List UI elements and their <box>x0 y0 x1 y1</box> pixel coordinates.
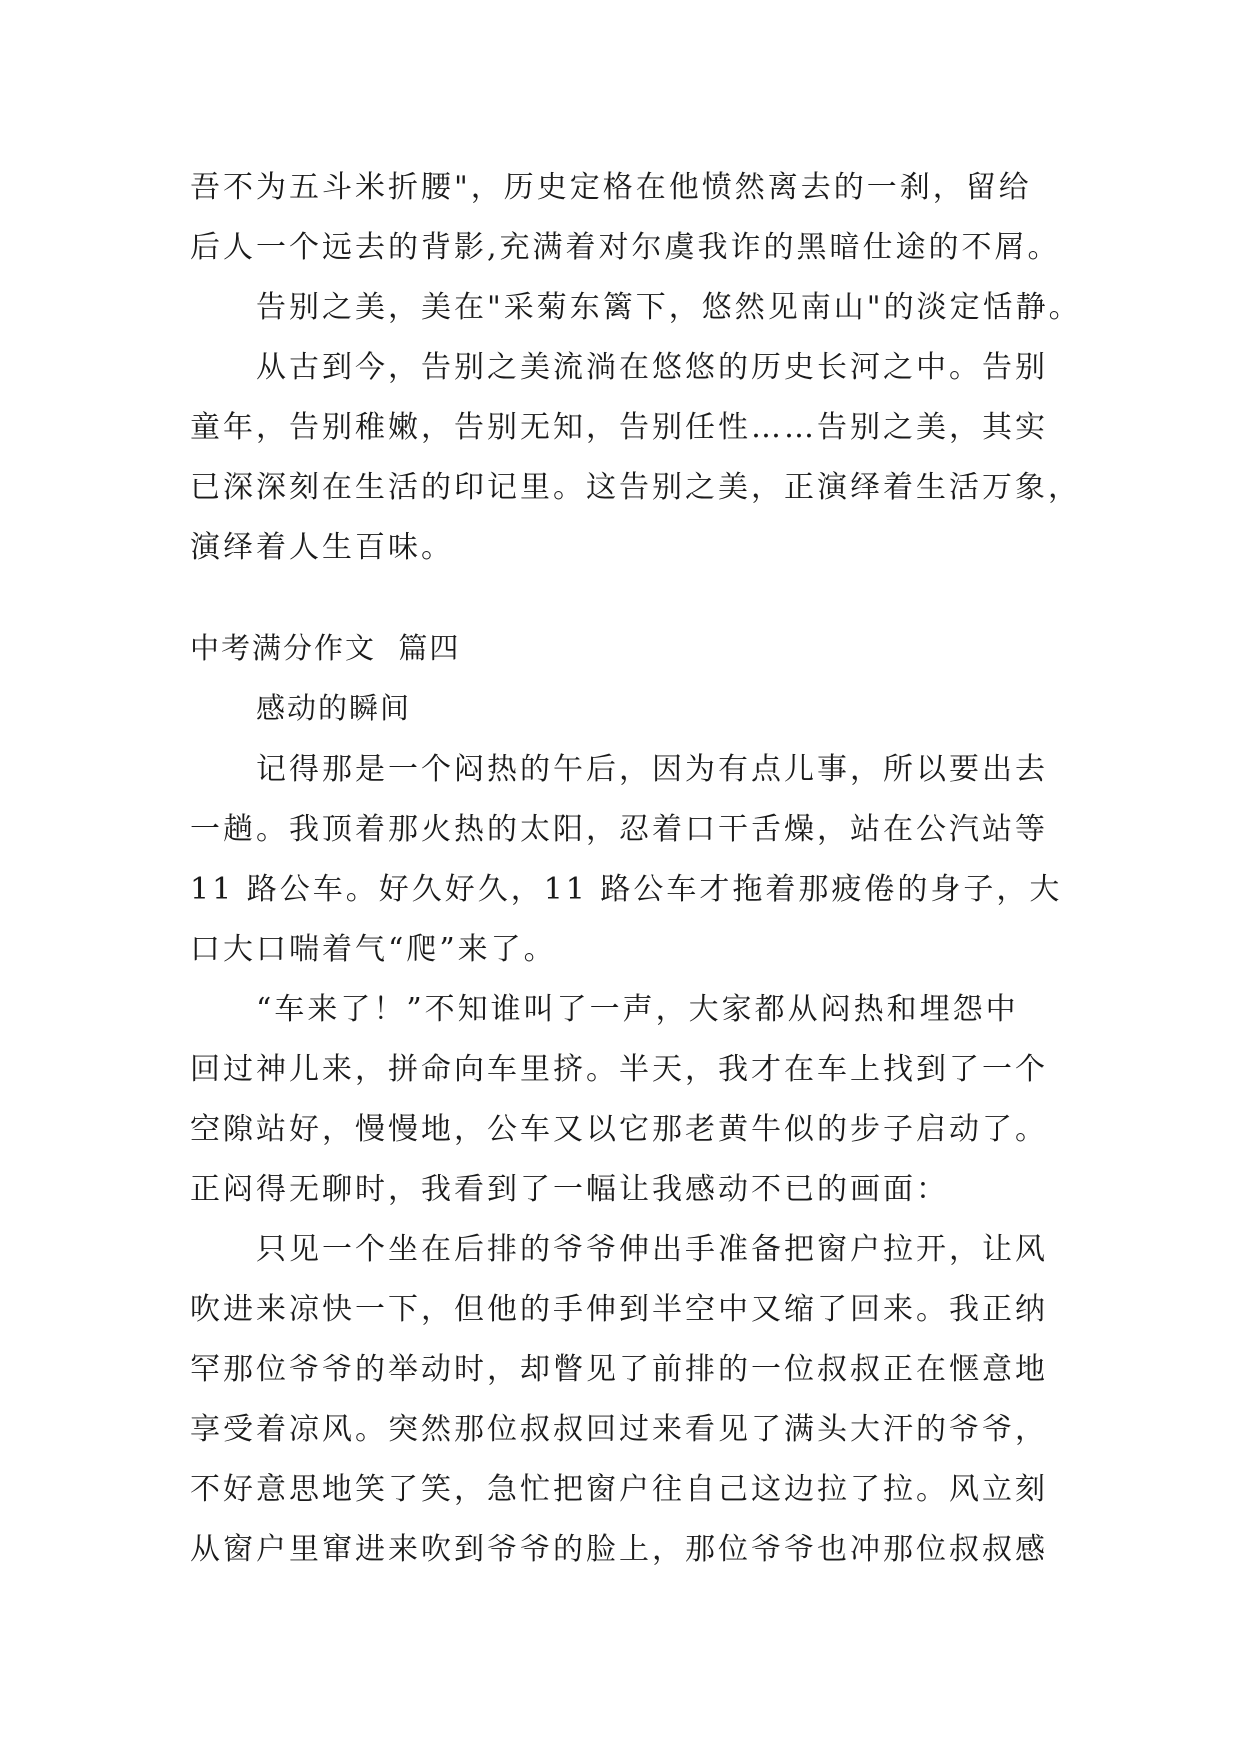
previous-essay-body <box>190 158 1082 578</box>
paragraph-line: 记得那是一个闷热的午后，因为有点儿事，所以要出去 <box>256 752 1048 787</box>
paragraph-line: 后人一个远去的背影,充满着对尔虞我诈的黑暗仕途的不屑。 <box>190 230 1061 265</box>
paragraph-line: 吾不为五斗米折腰"，历史定格在他愤然离去的一刹，留给 <box>190 170 1032 205</box>
paragraph-line: 11 路公车。好久好久，11 路公车才拖着那疲倦的身子，大 <box>190 872 1063 907</box>
paragraph-line: 不好意思地笑了笑，急忙把窗户往自己这边拉了拉。风立刻 <box>190 1472 1048 1507</box>
paragraph-line: 演绎着人生百味。 <box>190 530 454 565</box>
paragraph-line: “车来了！”不知谁叫了一声，大家都从闷热和埋怨中 <box>256 992 1019 1027</box>
section-heading: 中考满分作文 篇四 <box>190 631 461 665</box>
paragraph-line: 空隙站好，慢慢地，公车又以它那老黄牛似的步子启动了。 <box>190 1112 1048 1147</box>
paragraph-line: 口大口喘着气“爬”来了。 <box>190 932 557 967</box>
paragraph-line: 回过神儿来，拼命向车里挤。半天，我才在车上找到了一个 <box>190 1052 1048 1087</box>
paragraph-line: 从窗户里窜进来吹到爷爷的脸上，那位爷爷也冲那位叔叔感 <box>190 1532 1048 1567</box>
paragraph-line: 童年，告别稚嫩，告别无知，告别任性……告别之美，其实 <box>190 410 1048 445</box>
paragraph-line: 正闷得无聊时，我看到了一幅让我感动不已的画面： <box>190 1172 949 1207</box>
paragraph-line: 已深深刻在生活的印记里。这告别之美，正演绎着生活万象， <box>190 470 1081 505</box>
essay-title: 感动的瞬间 <box>256 691 412 725</box>
paragraph-line: 从古到今，告别之美流淌在悠悠的历史长河之中。告别 <box>256 350 1048 385</box>
paragraph-line: 享受着凉风。突然那位叔叔回过来看见了满头大汗的爷爷， <box>190 1412 1048 1447</box>
paragraph-line: 一趟。我顶着那火热的太阳，忍着口干舌燥，站在公汽站等 <box>190 812 1048 847</box>
paragraph-line: 告别之美，美在"采菊东篱下，悠然见南山"的淡定恬静。 <box>256 290 1082 325</box>
paragraph-line: 罕那位爷爷的举动时，却瞥见了前排的一位叔叔正在惬意地 <box>190 1352 1048 1387</box>
paragraph-line: 吹进来凉快一下，但他的手伸到半空中又缩了回来。我正纳 <box>190 1292 1048 1327</box>
paragraph-line: 只见一个坐在后排的爷爷伸出手准备把窗户拉开，让风 <box>256 1232 1048 1267</box>
essay-body <box>190 740 1070 1580</box>
